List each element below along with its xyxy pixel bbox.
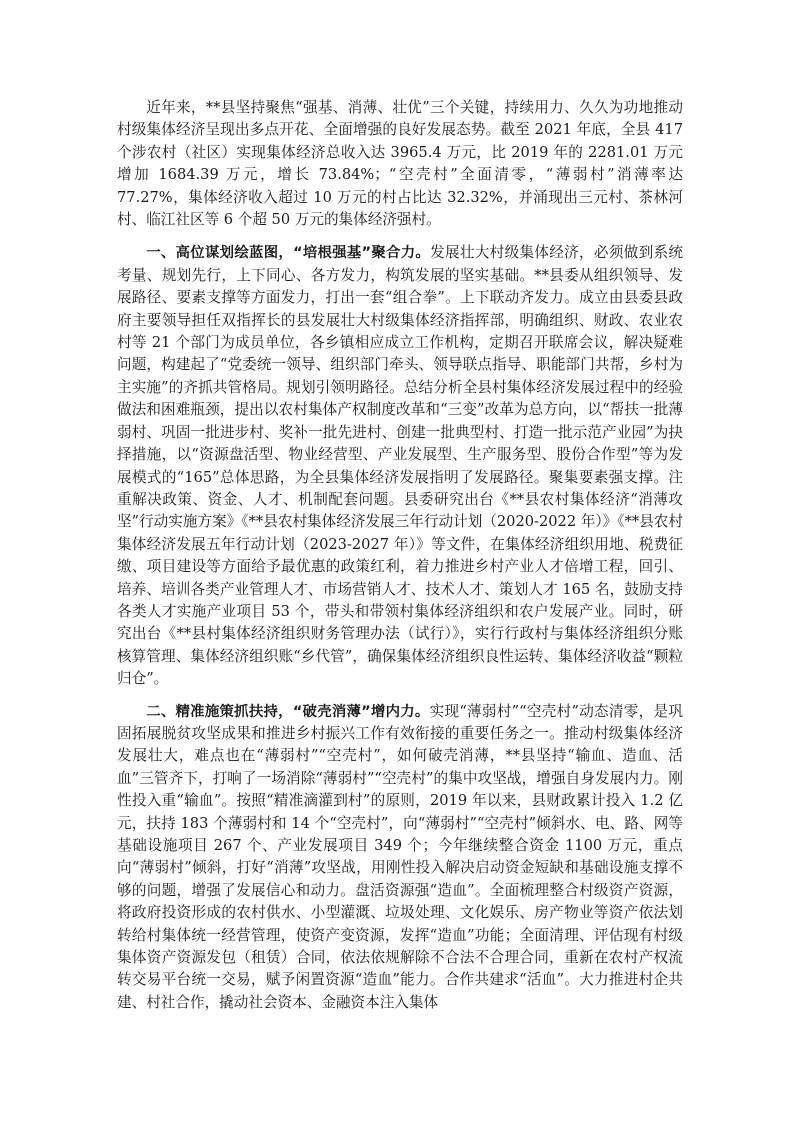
section-two-text: 实现“薄弱村”“空壳村”动态清零，是巩固拓展脱贫攻坚成果和推进乡村振兴工作有效衔接的重要任务之一。推动村级集体经济发展壮大，难点也在“薄弱村”“空壳村”，如何破壳消薄，**县坚持“输血、造血、活血”三管齐下，打响了一场消除“薄弱村”“空壳村”的集中攻坚战，增强自身发展内力。刚性投入重“输血”。按照“精准滴灌到村”的原则，2019 年以来，县财政累计投入 1.2 亿元，扶持 183 个薄弱村和 14 个“空壳村”，向“薄弱村”“空壳村”倾斜水、电、路、网等基础设施项目 267 个、产业发展项目 349 个；今年继续整合资金 1100 万元，重点向“薄弱村”倾斜，打好“消薄”攻坚战，用刚性投入解决启动资金短缺和基础设施支撑不够的问题，增强了发展信心和动力。盘活资源强“造血”。全面梳理整合村级资产资源，将政府投资形成的农村供水、小型灌溉、垃圾处理、文化娱乐、房产物业等资产依法划转给村集体统一经营管理，使资产变资源，发挥“造血”功能；全面清理、评估现有村级集体资产资源发包（租赁）合同，依法依规解除不合法不合理合同，重新在农村产权流转交易平台统一交易，赋予闲置资源“造血”能力。合作共建求“活血”。大力推进村企共建、村社合作，撬动社会资本、金融资本注入集体 <box>117 702 683 1011</box>
section-one-heading: 一、高位谋划绘蓝图，“培根强基”聚合力。 <box>146 245 431 262</box>
document-body <box>117 97 683 1014</box>
section-two-heading: 二、精准施策抓扶持，“破壳消薄”增内力。 <box>146 703 430 720</box>
section-one-paragraph <box>117 242 683 690</box>
intro-text: 近年来，**县坚持聚焦“强基、消薄、壮优”三个关键，持续用力、久久为功地推动村级集体经济呈现出多点开花、全面增强的良好发展态势。截至 2021 年底，全县 417 个涉农村（社区）实现集体经济总收入达 3965.4 万元，比 2019 年的 2281.01 万元增加 1684.39 万元，增长 73.84%；“空壳村”全面清零，“薄弱村”消薄率达 77.27%，集体经济收入超过 10 万元的村占比达 32.32%，并涌现出三元村、茶林河村、临江社区等 6 个超 50 万元的集体经济强村。 <box>117 99 683 229</box>
section-two-paragraph <box>117 701 683 1015</box>
intro-paragraph <box>117 97 683 231</box>
section-one-text: 发展壮大村级集体经济，必须做到系统考量、规划先行，上下同心、各方发力，构筑发展的坚实基础。**县委从组织领导、发展路径、要素支撑等方面发力，打出一套“组合拳”。上下联动齐发力。成立由县委县政府主要领导担任双指挥长的县发展壮大村级集体经济指挥部，明确组织、财政、农业农村等 21 个部门为成员单位，各乡镇相应成立工作机构，定期召开联席会议，解决疑难问题，构建起了“党委统一领导、组织部门牵头、领导联点指导、职能部门共帮，乡村为主实施”的齐抓共管格局。规划引领明路径。总结分析全县村集体经济发展过程中的经验做法和困难瓶颈，提出以农村集体产权制度改革和“三变”改革为总方向，以“帮扶一批薄弱村、巩固一批进步村、奖补一批先进村、创建一批典型村、打造一批示范产业园”为抉择措施，以“资源盘活型、物业经营型、产业发展型、生产服务型、股份合作型”等为发展模式的“165”总体思路，为全县集体经济发展指明了发展路径。聚集要素强支撑。注重解决政策、资金、人才、机制配套问题。县委研究出台《**县农村集体经济“消薄攻坚”行动实施方案》《**县农村集体经济发展三年行动计划（2020-2022 年）》《**县农村集体经济发展五年行动计划（2023-2027 年）》等文件，在集体经济组织用地、税费征缴、项目建设等方面给予最优惠的政策红利，着力推进乡村产业人才倍增工程，回引、培养、培训各类产业管理人才、市场营销人才、技术人才、策划人才 165 名，鼓励支持各类人才实施产业项目 53 个，带头和带领村集体经济组织和农户发展产业。同时，研究出台《**县村集体经济组织财务管理办法（试行）》，实行行政村与集体经济组织分账核算管理、集体经济组织账“乡代管”，确保集体经济组织良性运转、集体经济收益“颗粒归仓”。 <box>117 244 683 688</box>
